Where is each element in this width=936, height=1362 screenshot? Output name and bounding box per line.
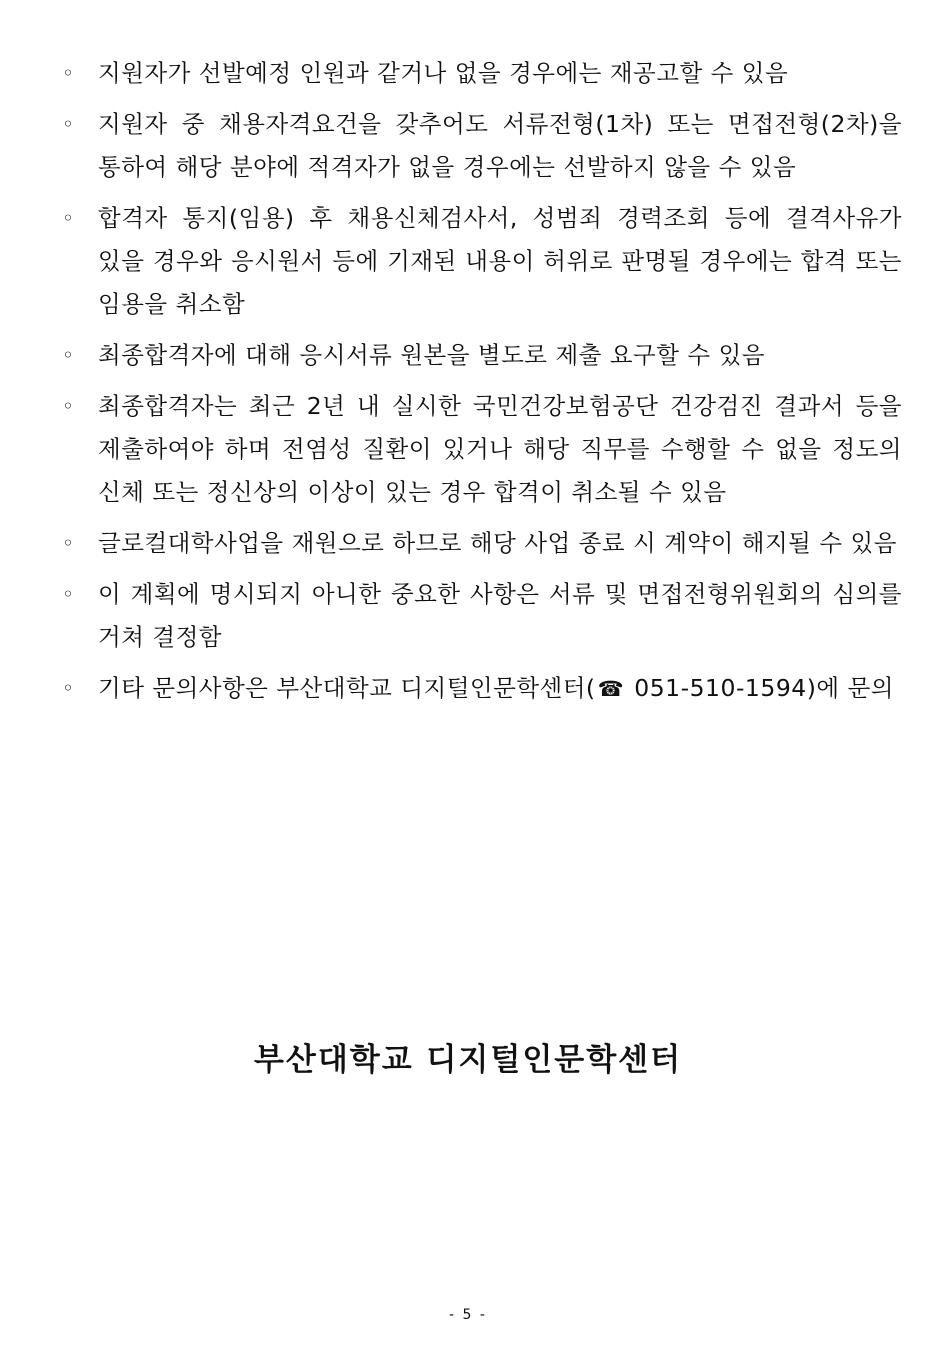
bullet: ◦ <box>62 112 75 136</box>
notice-item <box>60 385 902 514</box>
notice-text: 합격자 통지(임용) 후 채용신체검사서, 성범죄 경력조회 등에 결격사유가 있을 경우와 응시원서 등에 기재된 내용이 허위로 판명될 경우에는 합격 또는 임용을 취소함 <box>98 204 902 318</box>
contact-text <box>98 667 902 711</box>
notice-text: 지원자 중 채용자격요건을 갖추어도 서류전형(1차) 또는 면접전형(2차)을 통하여 해당 분야에 적격자가 없을 경우에는 선발하지 않을 수 있음 <box>98 110 902 181</box>
notice-text: 최종합격자에 대해 응시서류 원본을 별도로 제출 요구할 수 있음 <box>98 341 765 369</box>
notice-list <box>60 52 902 719</box>
notice-item <box>60 197 902 326</box>
organization-name: 부산대학교 디지털인문학센터 <box>253 1042 683 1078</box>
contact-prefix: 기타 문의사항은 부산대학교 디지털인문학센터( <box>98 674 596 702</box>
bullet: ◦ <box>62 343 75 367</box>
page-number: - 5 - <box>449 1307 487 1323</box>
notice-text: 글로컬대학사업을 재원으로 하므로 해당 사업 종료 시 계약이 해지될 수 있음 <box>98 529 897 557</box>
notice-item <box>60 52 902 95</box>
bullet: ◦ <box>62 582 75 606</box>
contact-phone: 051-510-1594 <box>626 674 807 702</box>
phone-icon: ☎ <box>597 677 625 701</box>
contact-item <box>60 667 902 711</box>
notice-item <box>60 103 902 189</box>
notice-text: 최종합격자는 최근 2년 내 실시한 국민건강보험공단 건강검진 결과서 등을 제출하여야 하며 전염성 질환이 있거나 해당 직무를 수행할 수 없을 정도의 신체 또는 정신상의 이상이 있는 경우 합격이 취소될 수 있음 <box>98 392 902 506</box>
notice-item <box>60 334 902 377</box>
bullet: ◦ <box>62 61 75 85</box>
bullet: ◦ <box>62 206 75 230</box>
notice-item <box>60 522 902 565</box>
notice-text: 이 계획에 명시되지 아니한 중요한 사항은 서류 및 면접전형위원회의 심의를 거쳐 결정함 <box>98 580 902 651</box>
notice-text: 지원자가 선발예정 인원과 같거나 없을 경우에는 재공고할 수 있음 <box>98 59 789 87</box>
bullet: ◦ <box>62 676 75 700</box>
contact-suffix: )에 문의 <box>806 674 894 702</box>
bullet: ◦ <box>62 531 75 555</box>
notice-item <box>60 573 902 659</box>
bullet: ◦ <box>62 394 75 418</box>
